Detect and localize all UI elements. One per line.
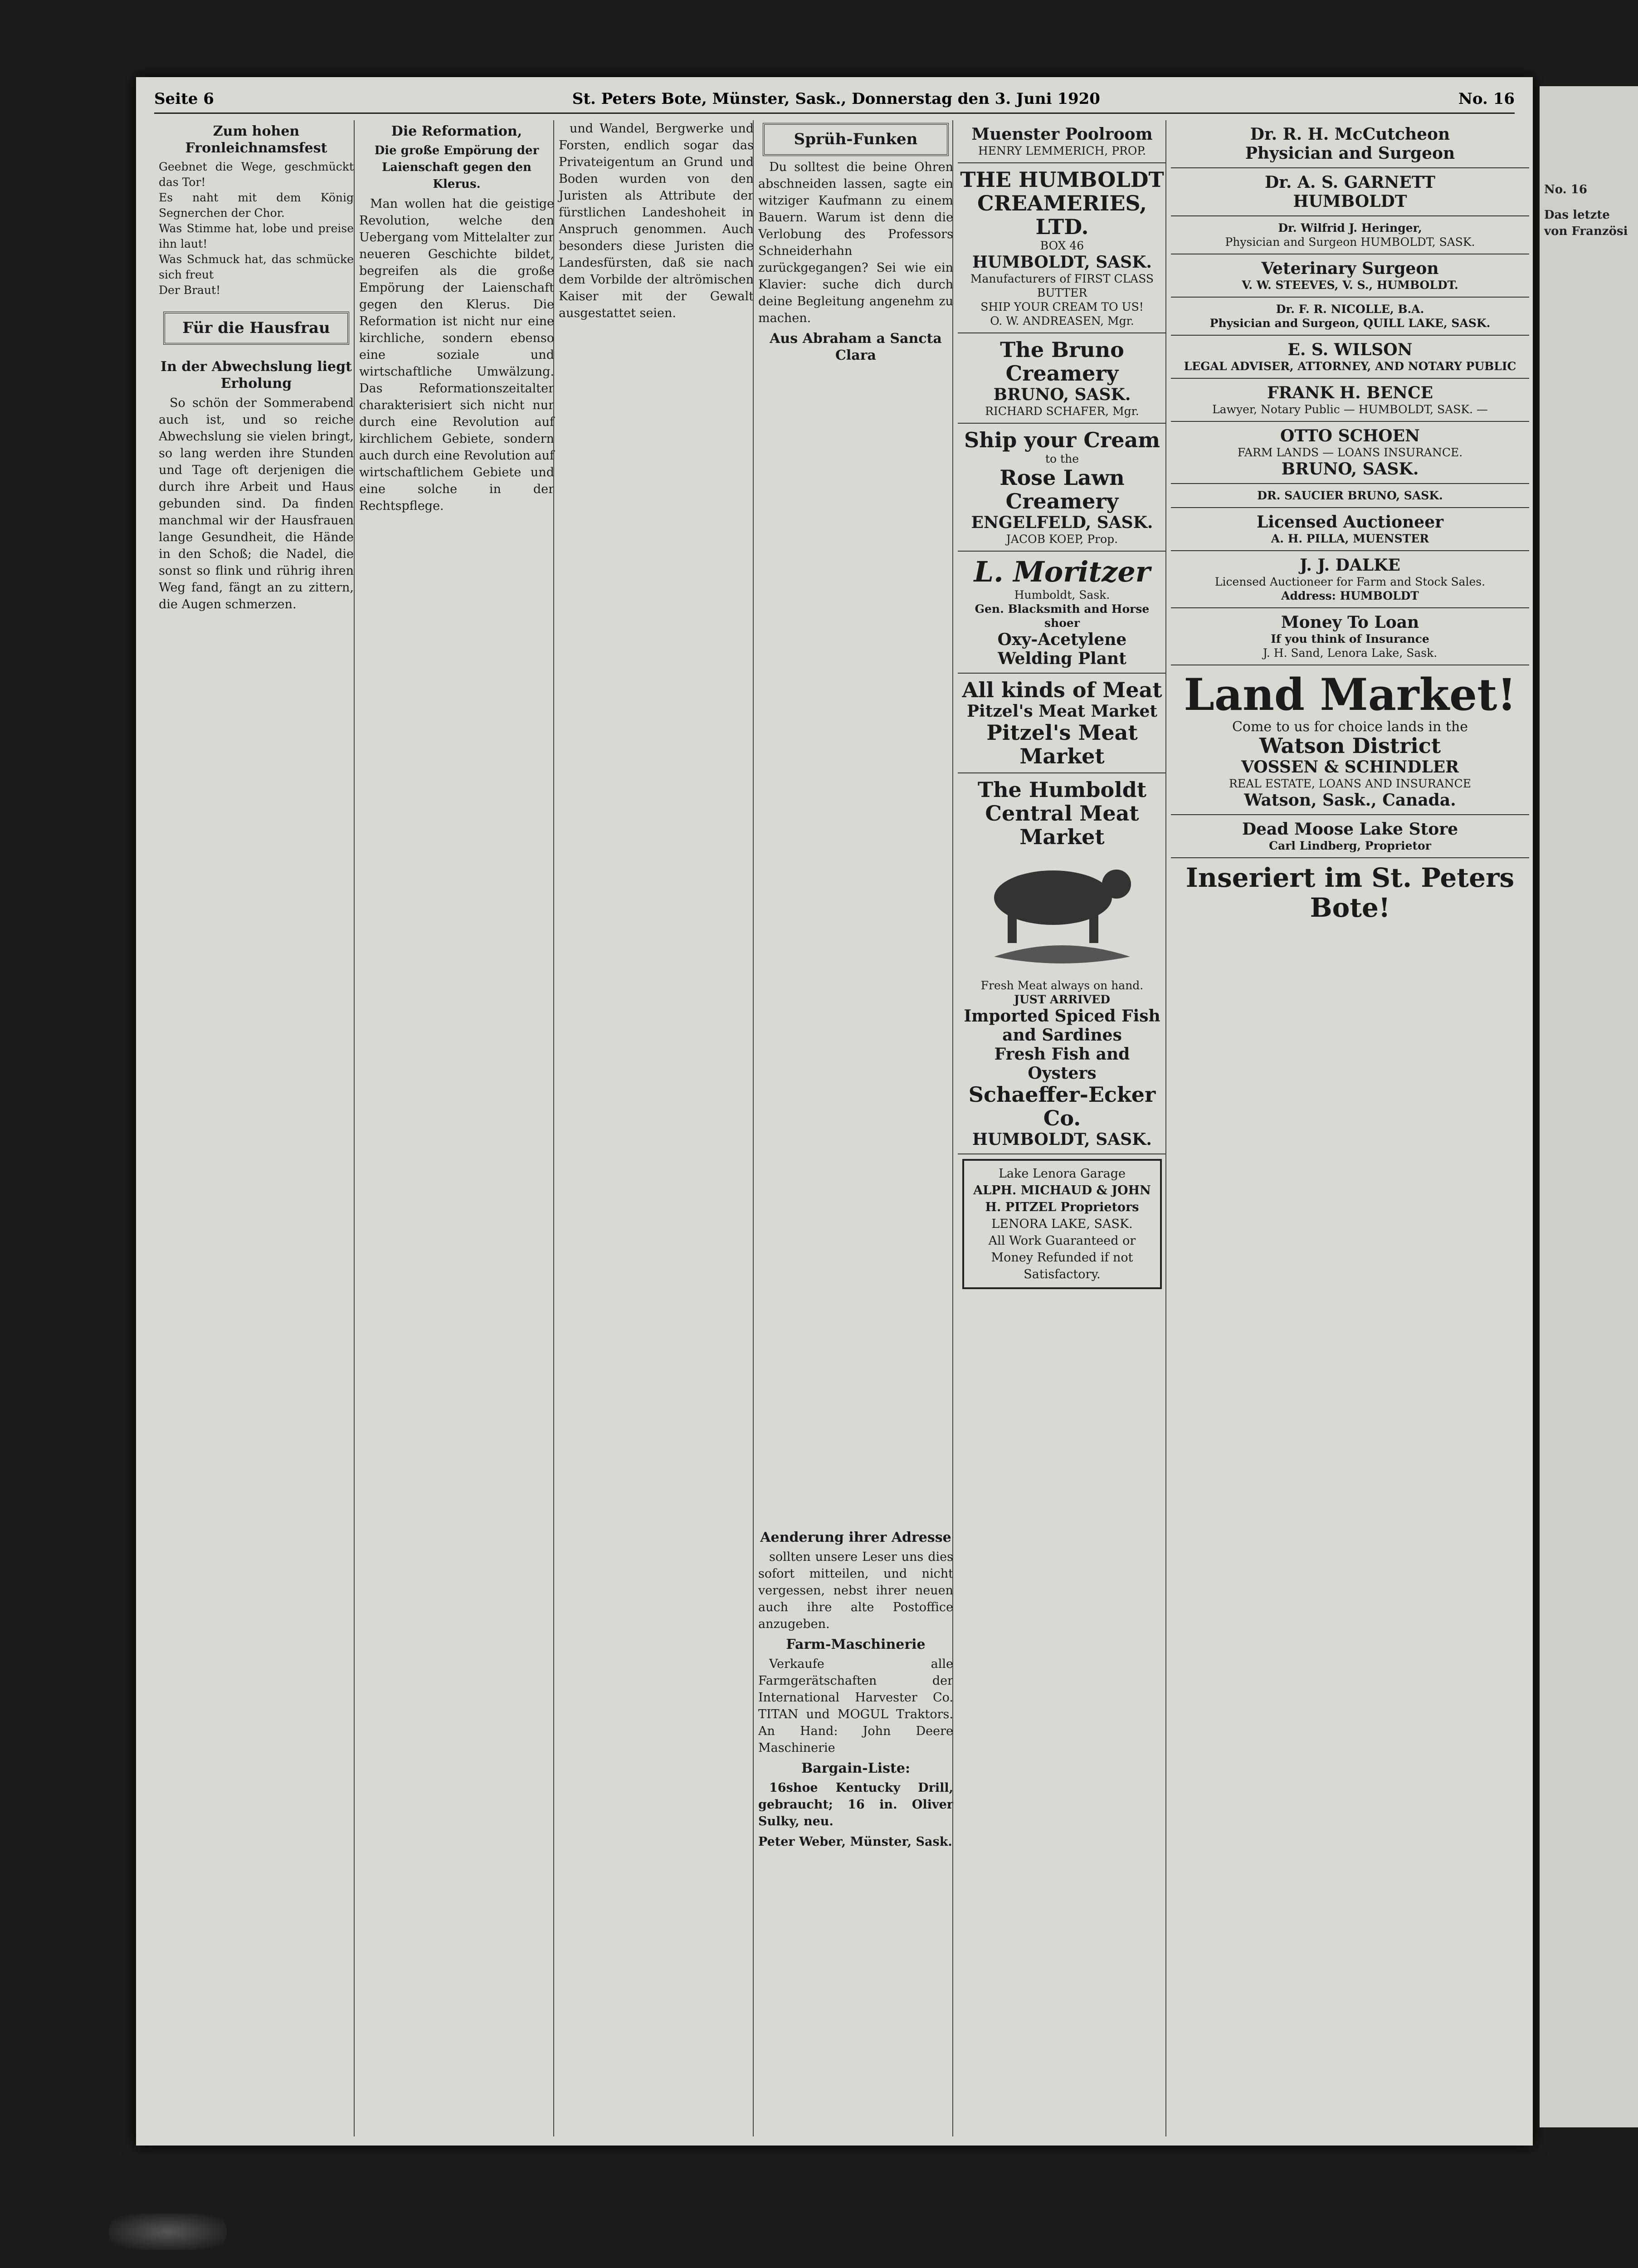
ad-title: THE HUMBOLDT CREAMERIES, LTD. bbox=[960, 167, 1164, 239]
ad-text: ENGELFELD, SASK. bbox=[971, 513, 1153, 532]
bargain-body: 16shoe Kentucky Drill, gebraucht; 16 in. Oliver Sulky, neu. bbox=[758, 1781, 953, 1828]
ad-wilson bbox=[1171, 336, 1529, 379]
adjacent-title: Das letzte von Französi bbox=[1544, 208, 1628, 238]
ad-text: V. W. STEEVES, V. S., HUMBOLDT. bbox=[1242, 279, 1458, 292]
ad-text: Lawyer, Notary Public — HUMBOLDT, SASK. — bbox=[1212, 403, 1488, 416]
ad-text: Address: HUMBOLDT bbox=[1281, 589, 1419, 602]
column-2 bbox=[354, 120, 559, 2136]
masthead: St. Peters Bote, Münster, Sask., Donnerstag den 3. Juni 1920 bbox=[572, 90, 1100, 108]
ad-text: REAL ESTATE, LOANS AND INSURANCE bbox=[1229, 777, 1471, 790]
ad-text: Physician and Surgeon HUMBOLDT, SASK. bbox=[1225, 235, 1475, 249]
ad-saucier bbox=[1171, 484, 1529, 508]
ad-text: J. H. Sand, Lenora Lake, Sask. bbox=[1263, 646, 1438, 660]
ad-title: Dr. Wilfrid J. Heringer, bbox=[1278, 221, 1422, 235]
ad-title: The Humboldt Central Meat Market bbox=[977, 777, 1147, 849]
adjacent-number: No. 16 bbox=[1544, 183, 1587, 196]
bargain-title: Bargain-Liste: bbox=[801, 1760, 911, 1776]
notice-block bbox=[758, 1526, 953, 1850]
section-box: Sprüh-Funken bbox=[763, 123, 949, 156]
ad-mccutcheon bbox=[1171, 120, 1529, 168]
column-5-ads bbox=[952, 120, 1171, 2136]
cow-illustration bbox=[976, 852, 1148, 970]
ad-title: FRANK H. BENCE bbox=[1267, 383, 1433, 402]
ad-text: HUMBOLDT bbox=[1293, 192, 1407, 211]
ad-title: Schaeffer-Ecker Co. bbox=[968, 1082, 1156, 1130]
ad-schoen bbox=[1171, 422, 1529, 484]
ad-title: Veterinary Surgeon bbox=[1261, 259, 1439, 278]
page-header bbox=[154, 85, 1515, 114]
ad-nicolle bbox=[1171, 298, 1529, 336]
ad-title: Dr. R. H. McCutcheon bbox=[1250, 125, 1450, 144]
ad-rose-lawn bbox=[958, 424, 1166, 552]
ad-text: Physician and Surgeon, QUILL LAKE, SASK. bbox=[1209, 317, 1491, 330]
ad-text: Imported Spiced Fish and Sardines bbox=[964, 1007, 1160, 1045]
ad-text: HUMBOLDT, SASK. bbox=[972, 253, 1152, 272]
ad-text: Gen. Blacksmith and Horse shoer bbox=[975, 602, 1150, 630]
article-body: und Wandel, Bergwerke und Forsten, endlich sogar das Privateigentum an Grund und Boden wurden von den Juristen als Attribute der fürstlichen Landeshoheit in Anspruch genommen. Auch besonders diese Juristen die Landesfürsten, daß sie nach dem Vorbilde der altrömischen Kaiser mit der Gewalt ausgestattet seien. bbox=[559, 122, 754, 320]
ad-text: Oxy-Acetylene Welding Plant bbox=[997, 630, 1127, 668]
article-subtitle: Die große Empörung der Laienschaft gegen den Klerus. bbox=[374, 144, 539, 191]
column-4 bbox=[753, 120, 958, 2136]
ad-title: All kinds of Meat bbox=[962, 678, 1162, 702]
farm-title: Farm-Maschinerie bbox=[786, 1637, 926, 1652]
poem-line: Was Schmuck hat, das schmücke sich freut bbox=[159, 253, 354, 281]
ad-text: FARM LANDS — LOANS INSURANCE. bbox=[1237, 446, 1463, 459]
ad-text: Come to us for choice lands in the bbox=[1232, 719, 1468, 735]
column-1 bbox=[154, 120, 358, 2136]
ad-text: to the bbox=[1045, 452, 1079, 465]
ad-title: Money To Loan bbox=[1281, 613, 1419, 632]
ad-title: The Bruno Creamery bbox=[1000, 337, 1124, 386]
ad-pitzel bbox=[958, 674, 1166, 773]
ad-text: HUMBOLDT, SASK. bbox=[972, 1130, 1152, 1149]
ad-title: J. J. DALKE bbox=[1300, 556, 1400, 575]
ad-title: Dead Moose Lake Store bbox=[1242, 820, 1458, 839]
article-body: Man wollen hat die geistige Revolution, welche den Uebergang vom Mittelalter zur neueren Geschichte bildet, begreifen als die große Empörung der Laienschaft gegen den Klerus. Die Reformation ist nicht nur eine kirchliche, sondern ebenso eine soziale und wirtschaftliche Umwälzung. Das Reformationszeitalter charakterisiert sich nicht nur durch eine Revolution auf kirchlichem Gebiete, sondern auch durch eine Revolution auf wirtschaftlichem Gebiete und eine solche in der Rechtspflege. bbox=[359, 197, 554, 513]
poem bbox=[159, 159, 354, 298]
ad-text: BOX 46 bbox=[1040, 239, 1084, 252]
ad-title: Lake Lenora Garage bbox=[998, 1167, 1126, 1181]
poem-line: Es naht mit dem König Segnerchen der Chor. bbox=[159, 191, 354, 220]
ad-text: ALPH. MICHAUD & JOHN H. PITZEL Proprietors bbox=[973, 1183, 1151, 1214]
ad-text: Humboldt, Sask. bbox=[1014, 588, 1110, 601]
finger-shadow bbox=[109, 2214, 227, 2250]
article-subtitle: Aus Abraham a Sancta Clara bbox=[770, 331, 942, 363]
ad-text: If you think of Insurance bbox=[1271, 632, 1429, 645]
ad-title: L. Moritzer bbox=[974, 555, 1150, 588]
article-body: Du solltest die beine Ohren abschneiden lassen, sagte ein witziger Kaufmann zu einem Bauern. Warum ist denn die Verlobung des Professors Schneiderhahn zurückgegangen? Sei wie ein Klavier: suche dich durch deine Begleitung angenehm zu machen. bbox=[758, 160, 953, 325]
farm-body: Verkaufe alle Farmgerätschaften der International Harvester Co. TITAN und MOGUL Traktors. An Hand: John Deere Maschinerie bbox=[758, 1657, 953, 1755]
ad-text: LEGAL ADVISER, ATTORNEY, AND NOTARY PUBLIC bbox=[1184, 360, 1516, 373]
adjacent-page bbox=[1540, 86, 1638, 2127]
ad-central-meat bbox=[958, 773, 1166, 1154]
page-number: Seite 6 bbox=[154, 90, 214, 108]
poem-line: Der Braut! bbox=[159, 284, 221, 297]
poem-line: Geebnet die Wege, geschmückt das Tor! bbox=[159, 160, 354, 189]
newspaper-page bbox=[136, 77, 1533, 2146]
column-3 bbox=[553, 120, 758, 2136]
ad-text: Watson, Sask., Canada. bbox=[1244, 791, 1456, 810]
ad-title: DR. SAUCIER BRUNO, SASK. bbox=[1257, 489, 1443, 502]
ad-title: Licensed Auctioneer bbox=[1256, 513, 1444, 532]
ad-text: Fresh Fish and Oysters bbox=[994, 1045, 1130, 1083]
signature: Peter Weber, Münster, Sask. bbox=[758, 1835, 952, 1849]
section-box: Für die Hausfrau bbox=[163, 312, 349, 345]
article-title: Zum hohen Fronleichnamsfest bbox=[185, 123, 327, 156]
ad-text: Carl Lindberg, Proprietor bbox=[1269, 839, 1431, 852]
ad-text: BRUNO, SASK. bbox=[993, 385, 1131, 404]
ad-text: LENORA LAKE, SASK. bbox=[991, 1217, 1133, 1231]
ad-title: Rose Lawn Creamery bbox=[999, 465, 1125, 513]
ad-land-market bbox=[1171, 665, 1529, 815]
ad-title: E. S. WILSON bbox=[1287, 340, 1413, 359]
ad-dead-moose bbox=[1171, 815, 1529, 858]
ad-title: Muenster Poolroom bbox=[971, 125, 1153, 144]
ad-text: HENRY LEMMERICH, PROP. bbox=[978, 144, 1146, 157]
ad-text: All Work Guaranteed or Money Refunded if not Satisfactory. bbox=[988, 1234, 1136, 1281]
ad-text: SHIP YOUR CREAM TO US! bbox=[980, 300, 1144, 313]
ad-title: Inseriert im St. Peters Bote! bbox=[1185, 862, 1515, 923]
ad-title: Pitzel's Meat Market bbox=[986, 720, 1138, 768]
ad-heringer bbox=[1171, 216, 1529, 254]
ad-text: JUST ARRIVED bbox=[1014, 993, 1110, 1006]
ad-lake-lenora bbox=[962, 1159, 1162, 1289]
ad-veterinary bbox=[1171, 254, 1529, 298]
ad-title: Ship your Cream bbox=[964, 428, 1160, 452]
notice-title: Aenderung ihrer Adresse bbox=[760, 1530, 951, 1545]
ad-title: Dr. A. S. GARNETT bbox=[1265, 173, 1435, 192]
ad-inseriert bbox=[1171, 858, 1529, 927]
ad-title: OTTO SCHOEN bbox=[1280, 426, 1420, 445]
ad-bence bbox=[1171, 379, 1529, 422]
ad-text: JACOB KOEP, Prop. bbox=[1006, 533, 1118, 546]
issue-number: No. 16 bbox=[1458, 90, 1515, 108]
ad-title: Watson District bbox=[1259, 733, 1441, 758]
ad-text: Pitzel's Meat Market bbox=[966, 702, 1158, 721]
article-subtitle: In der Abwechslung liegt Erholung bbox=[161, 359, 352, 391]
ad-text: Manufacturers of FIRST CLASS BUTTER bbox=[970, 272, 1154, 299]
ad-money-loan bbox=[1171, 608, 1529, 665]
ad-dalke bbox=[1171, 551, 1529, 608]
ad-text: Physician and Surgeon bbox=[1245, 144, 1455, 163]
ad-text: RICHARD SCHAFER, Mgr. bbox=[985, 405, 1139, 418]
ad-title: Dr. F. R. NICOLLE, B.A. bbox=[1276, 303, 1424, 316]
ad-garnett bbox=[1171, 168, 1529, 216]
ad-poolroom bbox=[958, 120, 1166, 163]
column-6-ads bbox=[1165, 120, 1533, 2136]
ad-pilla bbox=[1171, 508, 1529, 551]
ad-moritzer bbox=[958, 552, 1166, 674]
ad-text: A. H. PILLA, MUENSTER bbox=[1271, 532, 1429, 545]
article-title: Die Reformation, bbox=[391, 123, 522, 139]
notice-body: sollten unsere Leser uns dies sofort mitteilen, und nicht vergessen, nebst ihrer neuen auch ihre alte Postoffice anzugeben. bbox=[758, 1550, 953, 1631]
ad-text: Licensed Auctioneer for Farm and Stock Sales. bbox=[1214, 575, 1486, 588]
ad-text: BRUNO, SASK. bbox=[1281, 459, 1419, 479]
poem-line: Was Stimme hat, lobe und preise ihn laut! bbox=[159, 222, 354, 250]
ad-text: Fresh Meat always on hand. bbox=[980, 979, 1144, 992]
ad-humboldt-creameries bbox=[958, 163, 1166, 333]
ad-title: Land Market! bbox=[1184, 669, 1516, 720]
ad-text: O. W. ANDREASEN, Mgr. bbox=[990, 314, 1134, 327]
ad-bruno-creamery bbox=[958, 333, 1166, 424]
ad-text: VOSSEN & SCHINDLER bbox=[1241, 758, 1459, 777]
article-body: So schön der Sommerabend auch ist, und so reiche Abwechslung sie vielen bringt, so lang werden ihre Stunden und Tage oft derjenigen die durch ihre Arbeit und Haus gebunden sind. Da finden manchmal wir der Hausfrauen lange Gesundheit, die Hände in den Schoß; die Nadel, die sonst so flink und rührig ihren Weg fand, fängt an zu zittern, die Augen schmerzen. bbox=[159, 396, 354, 611]
